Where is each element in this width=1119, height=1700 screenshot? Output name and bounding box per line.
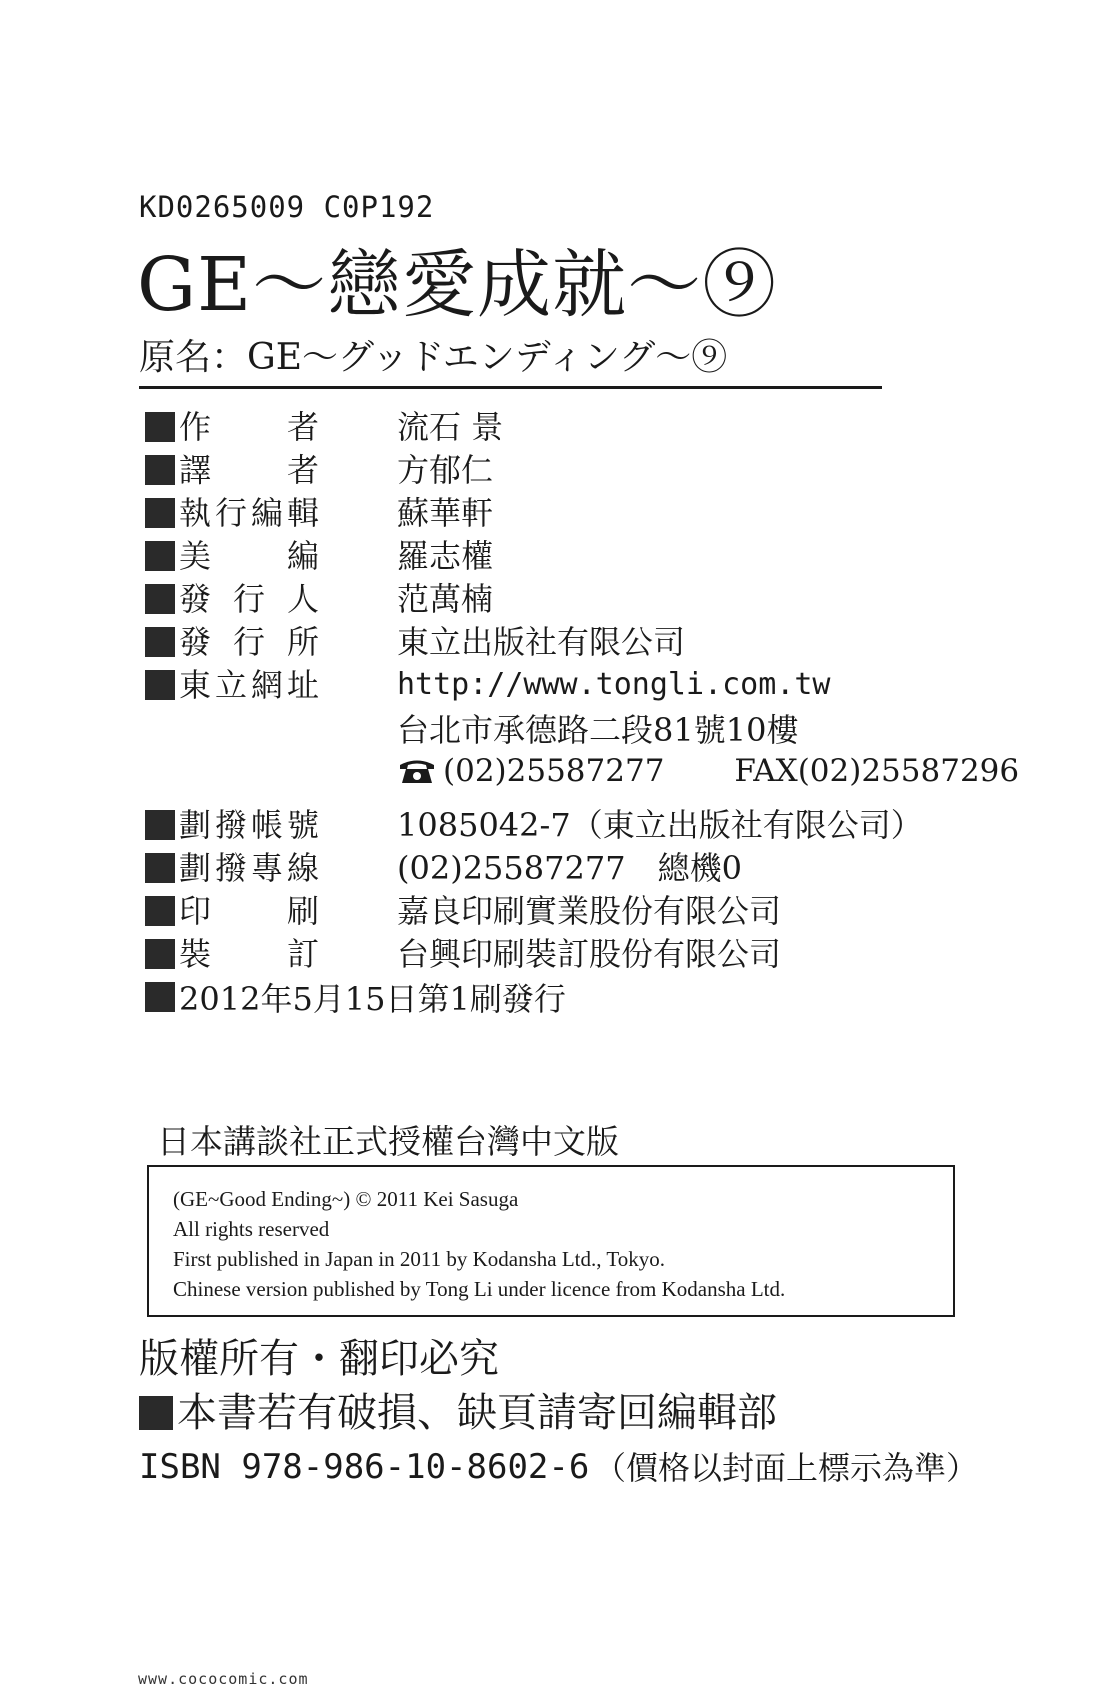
credit-row-website bbox=[145, 665, 831, 705]
credit-row-editor bbox=[145, 493, 494, 533]
bullet-square bbox=[145, 627, 175, 657]
title-divider bbox=[139, 386, 882, 389]
book-title: GE～戀愛成就～⑨ bbox=[137, 242, 778, 328]
credit-label: 裝 訂 bbox=[179, 935, 319, 973]
bullet-square bbox=[145, 455, 175, 485]
telephone-icon bbox=[397, 756, 437, 786]
credit-label: 劃撥專線 bbox=[179, 849, 319, 887]
credit-label: 執行編輯 bbox=[179, 494, 319, 532]
copyright-box bbox=[147, 1165, 955, 1317]
credit-label: 美 編 bbox=[179, 537, 319, 575]
credit-row-translator bbox=[145, 450, 494, 490]
credit-value: 台興印刷裝訂股份有限公司 bbox=[397, 935, 782, 973]
credit-value: 方郁仁 bbox=[397, 451, 494, 489]
credit-value: (02)25587277 總機0 bbox=[397, 849, 742, 887]
credit-value: 東立出版社有限公司 bbox=[397, 623, 686, 661]
print-date: 2012年5月15日第1刷發行 bbox=[179, 980, 566, 1018]
bullet-square bbox=[145, 412, 175, 442]
credit-value: 羅志權 bbox=[397, 537, 494, 575]
credit-row-author bbox=[145, 407, 504, 447]
credit-row-art-editor bbox=[145, 536, 494, 576]
bullet-square bbox=[145, 982, 175, 1012]
site-watermark: www.cococomic.com bbox=[138, 1670, 309, 1688]
rights-notice: 版權所有・翻印必究 bbox=[139, 1336, 499, 1382]
credit-label: 印 刷 bbox=[179, 892, 319, 930]
isbn-number: ISBN 978-986-10-8602-6 bbox=[139, 1447, 590, 1487]
bullet-square bbox=[145, 896, 175, 926]
print-date-row bbox=[145, 977, 566, 1017]
original-title: 原名：GE～グッドエンディング～⑨ bbox=[139, 337, 728, 378]
bullet-square bbox=[145, 670, 175, 700]
address-line bbox=[397, 708, 798, 748]
copyright-line: All rights reserved bbox=[173, 1217, 330, 1241]
damage-notice: 本書若有破損、缺頁請寄回編輯部 bbox=[177, 1390, 777, 1436]
website-url: http://www.tongli.com.tw bbox=[397, 667, 831, 702]
address-text: 台北市承德路二段81號10樓 bbox=[397, 711, 799, 749]
credit-value: 流石 景 bbox=[397, 408, 504, 446]
credit-value: 范萬楠 bbox=[397, 580, 494, 618]
credit-row-binding bbox=[145, 934, 782, 974]
credit-row-postal-line bbox=[145, 848, 742, 888]
bullet-square bbox=[145, 584, 175, 614]
copyright-line: First published in Japan in 2011 by Kodansha Ltd., Tokyo. bbox=[173, 1247, 666, 1271]
bullet-square bbox=[145, 498, 175, 528]
bullet-square bbox=[145, 939, 175, 969]
credit-row-printing bbox=[145, 891, 782, 931]
credit-label: 譯 者 bbox=[179, 451, 319, 489]
bullet-square bbox=[145, 810, 175, 840]
credit-value: 1085042-7（東立出版社有限公司） bbox=[397, 806, 923, 844]
credit-label: 作 者 bbox=[179, 408, 319, 446]
bullet-square bbox=[145, 853, 175, 883]
license-statement: 日本講談社正式授權台灣中文版 bbox=[157, 1122, 619, 1161]
credit-row-publishing-house bbox=[145, 622, 686, 662]
price-note: （價格以封面上標示為準） bbox=[594, 1449, 979, 1487]
damage-notice-row bbox=[139, 1388, 777, 1438]
credit-row-postal-account bbox=[145, 805, 923, 845]
bullet-square bbox=[139, 1396, 173, 1430]
credit-row-publisher bbox=[145, 579, 494, 619]
credit-value: 蘇華軒 bbox=[397, 494, 494, 532]
credit-label: 發行人 bbox=[179, 580, 319, 618]
credit-label: 發行所 bbox=[179, 623, 319, 661]
catalog-code: KD0265009 C0P192 bbox=[139, 190, 435, 224]
bullet-square bbox=[145, 541, 175, 571]
phone-line bbox=[397, 751, 1019, 791]
copyright-line: Chinese version published by Tong Li under licence from Kodansha Ltd. bbox=[173, 1277, 786, 1301]
phone-number: (02)25587277 bbox=[443, 753, 665, 789]
fax-number: FAX(02)25587296 bbox=[734, 753, 1020, 789]
copyright-line: (GE~Good Ending~) © 2011 Kei Sasuga bbox=[173, 1187, 519, 1211]
credit-label: 劃撥帳號 bbox=[179, 806, 319, 844]
credit-value: 嘉良印刷實業股份有限公司 bbox=[397, 892, 782, 930]
credit-label: 東立網址 bbox=[179, 666, 319, 704]
